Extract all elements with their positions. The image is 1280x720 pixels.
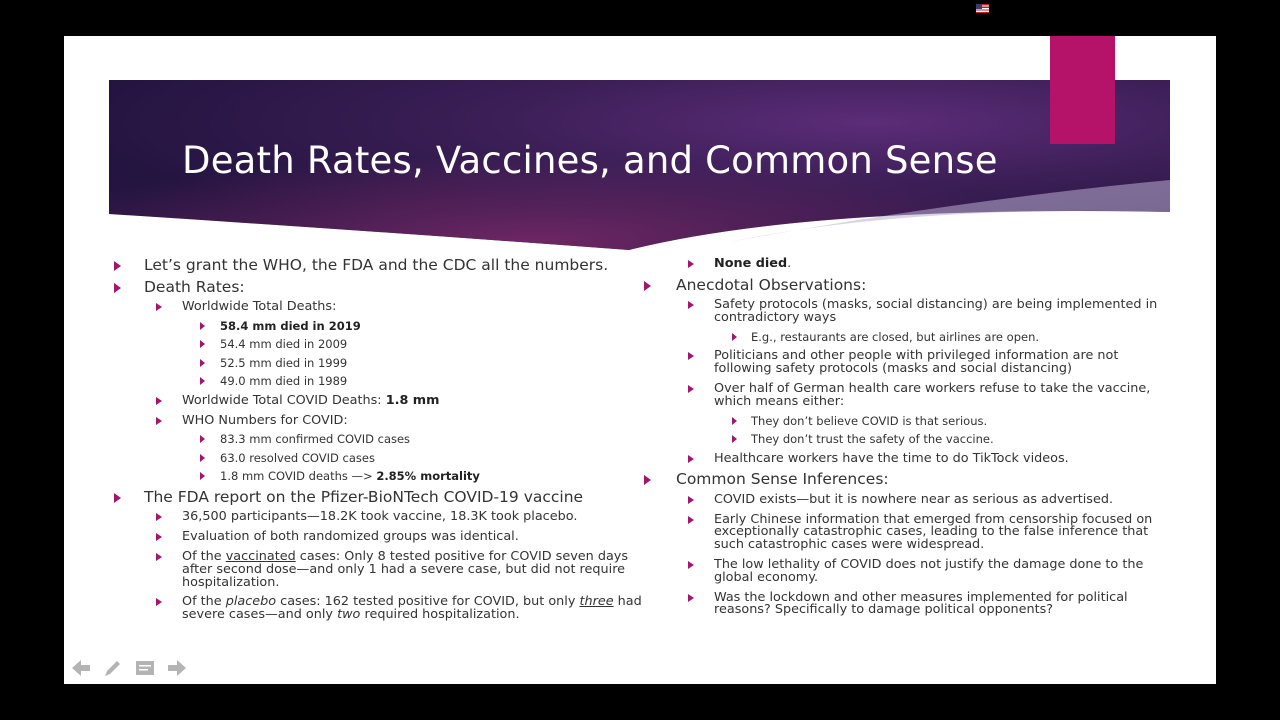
notes-icon[interactable] — [134, 657, 156, 679]
arrow-left-icon[interactable] — [70, 657, 92, 679]
bullet-icon — [200, 359, 205, 367]
bullet-icon — [156, 397, 162, 405]
bullet-icon — [200, 435, 205, 443]
list-item: Healthcare workers have the time to do TikTock videos. — [644, 453, 1164, 466]
list-item: 52.5 mm died in 1999 — [114, 358, 659, 370]
us-flag-icon — [976, 4, 989, 13]
left-column — [114, 258, 659, 629]
list-item: Anecdotal Observations: — [644, 278, 1164, 294]
list-item: None died. — [644, 258, 1164, 271]
list-item: Worldwide Total Deaths: — [114, 301, 659, 314]
bullet-icon — [156, 303, 162, 311]
list-item: 36,500 participants—18.2K took vaccine, 18.3K took placebo. — [114, 511, 659, 524]
list-item: Of the vaccinated cases: Only 8 tested positive for COVID seven days after second dose—and only 1 had a severe case, but did not require hospitalization. — [114, 551, 659, 589]
bullet-icon — [688, 561, 694, 569]
bullet-icon — [732, 435, 737, 443]
list-item: Early Chinese information that emerged from censorship focused on exceptionally catastrophic cases, leading to the false inference that such catastrophic cases were widespread. — [644, 514, 1164, 552]
bullet-icon — [156, 533, 162, 541]
slide-title: Death Rates, Vaccines, and Common Sense — [182, 139, 998, 182]
list-item: Over half of German health care workers refuse to take the vaccine, which means either: — [644, 383, 1164, 409]
bullet-icon — [156, 598, 162, 606]
bullet-icon — [688, 352, 694, 360]
list-item: WHO Numbers for COVID: — [114, 415, 659, 428]
bullet-icon — [114, 261, 121, 271]
slideshow-nav — [70, 656, 188, 680]
bullet-icon — [732, 417, 737, 425]
bullet-icon — [644, 281, 651, 291]
bullet-icon — [114, 493, 121, 503]
list-item: 58.4 mm died in 2019 — [114, 321, 659, 333]
list-item: The FDA report on the Pfizer-BioNTech COVID-19 vaccine — [114, 490, 659, 506]
list-item: 83.3 mm confirmed COVID cases — [114, 434, 659, 446]
bullet-icon — [156, 553, 162, 561]
list-item: COVID exists—but it is nowhere near as serious as advertised. — [644, 494, 1164, 507]
bullet-icon — [156, 417, 162, 425]
list-item: Safety protocols (masks, social distancing) are being implemented in contradictory ways — [644, 299, 1164, 325]
bullet-icon — [200, 377, 205, 385]
bullet-icon — [688, 385, 694, 393]
list-item: 63.0 resolved COVID cases — [114, 453, 659, 465]
list-item: E.g., restaurants are closed, but airlines are open. — [644, 332, 1164, 344]
list-item: The low lethality of COVID does not justify the damage done to the global economy. — [644, 559, 1164, 585]
slide — [64, 36, 1216, 684]
bullet-icon — [688, 516, 694, 524]
bullet-icon — [200, 472, 205, 480]
list-item: Worldwide Total COVID Deaths: 1.8 mm — [114, 395, 659, 408]
accent-bar — [1050, 36, 1115, 144]
list-item: Common Sense Inferences: — [644, 472, 1164, 488]
bullet-icon — [200, 322, 205, 330]
bullet-icon — [688, 455, 694, 463]
bullet-icon — [200, 340, 205, 348]
list-item: 54.4 mm died in 2009 — [114, 339, 659, 351]
list-item: Was the lockdown and other measures implemented for political reasons? Specifically to damage political opponents? — [644, 592, 1164, 618]
bullet-icon — [688, 594, 694, 602]
list-item: Politicians and other people with privileged information are not following safety protocols (masks and social distancing) — [644, 350, 1164, 376]
right-column — [644, 258, 1164, 624]
bullet-icon — [688, 260, 694, 268]
list-item: They don’t believe COVID is that serious. — [644, 416, 1164, 428]
list-item: 1.8 mm COVID deaths —> 2.85% mortality — [114, 471, 659, 483]
bullet-icon — [644, 475, 651, 485]
list-item: Death Rates: — [114, 280, 659, 296]
bullet-icon — [200, 454, 205, 462]
bullet-icon — [114, 283, 121, 293]
bullet-icon — [156, 513, 162, 521]
bullet-icon — [732, 333, 737, 341]
pen-icon[interactable] — [102, 657, 124, 679]
list-item: Evaluation of both randomized groups was identical. — [114, 531, 659, 544]
bullet-icon — [688, 301, 694, 309]
list-item: 49.0 mm died in 1989 — [114, 376, 659, 388]
list-item: Let’s grant the WHO, the FDA and the CDC all the numbers. — [114, 258, 659, 274]
list-item: They don’t trust the safety of the vaccine. — [644, 434, 1164, 446]
list-item: Of the placebo cases: 162 tested positive for COVID, but only three had severe cases—and only two required hospitalization. — [114, 596, 659, 622]
bullet-icon — [688, 496, 694, 504]
arrow-right-icon[interactable] — [166, 657, 188, 679]
